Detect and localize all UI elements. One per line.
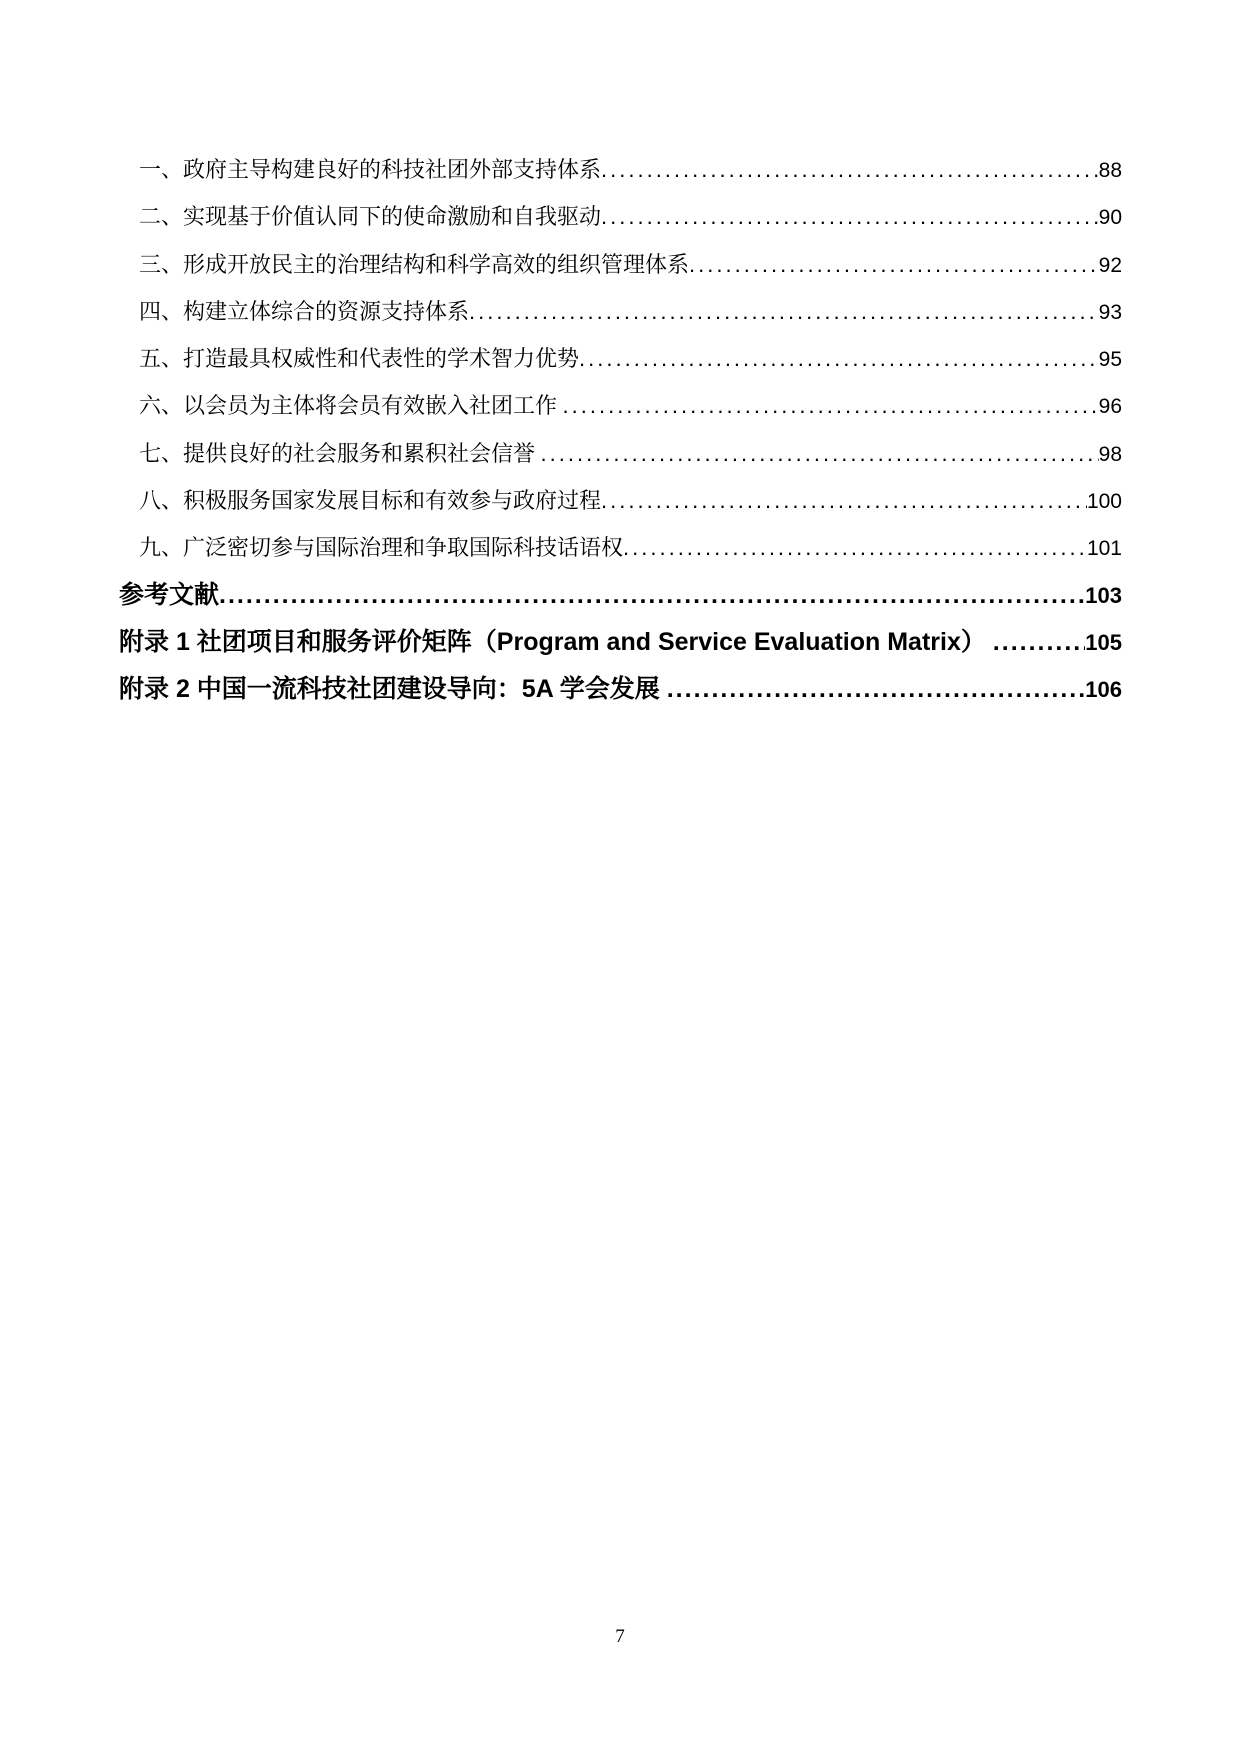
- page-number-ref: 105: [1085, 629, 1122, 655]
- toc-entry-label: 五、打造最具权威性和代表性的学术智力优势: [139, 346, 580, 372]
- toc-entry[interactable]: [119, 288, 1122, 335]
- toc-entry-references[interactable]: [119, 572, 1122, 619]
- page-number-ref: 106: [1085, 677, 1122, 703]
- toc-entry[interactable]: [119, 241, 1122, 288]
- toc-entry[interactable]: [119, 382, 1122, 429]
- dot-leader: [601, 204, 1099, 230]
- page-number-ref: 92: [1098, 253, 1122, 277]
- page-number-ref: 98: [1098, 442, 1122, 466]
- toc-entry-label: 九、广泛密切参与国际治理和争取国际科技话语权: [139, 535, 624, 561]
- table-of-contents: [119, 146, 1122, 714]
- dot-leader: [667, 675, 1086, 704]
- toc-entry-label: 七、提供良好的社会服务和累积社会信誉: [139, 440, 541, 466]
- toc-entry-label: 六、以会员为主体将会员有效嵌入社团工作: [139, 393, 563, 419]
- dot-leader: [623, 535, 1087, 561]
- toc-entry[interactable]: [119, 146, 1122, 193]
- dot-leader: [469, 299, 1099, 325]
- toc-entry-label: 附录 2 中国一流科技社团建设导向：5A 学会发展: [119, 675, 667, 704]
- page-number-ref: 95: [1098, 348, 1122, 372]
- toc-entry-label: 一、政府主导构建良好的科技社团外部支持体系: [139, 157, 602, 182]
- toc-entry-label: 八、积极服务国家发展目标和有效参与政府过程: [139, 488, 602, 514]
- page-number-ref: 88: [1098, 159, 1122, 182]
- toc-entry[interactable]: [119, 430, 1122, 477]
- dot-leader: [689, 252, 1099, 278]
- toc-entry-label: 附录 1 社团项目和服务评价矩阵（Program and Service Evaluation Matrix）: [119, 627, 993, 656]
- dot-leader: [219, 581, 1085, 610]
- toc-entry-label: 参考文献: [119, 580, 220, 609]
- toc-entry[interactable]: [119, 524, 1122, 571]
- toc-entry-appendix-2[interactable]: [119, 666, 1122, 713]
- toc-entry[interactable]: [119, 193, 1122, 240]
- toc-entry-label: 三、形成开放民主的治理结构和科学高效的组织管理体系: [139, 251, 690, 277]
- page-number-ref: 101: [1086, 537, 1122, 561]
- page-number-ref: 100: [1086, 490, 1122, 514]
- toc-entry[interactable]: [119, 477, 1122, 524]
- dot-leader: [993, 628, 1085, 657]
- footer-page-number: 7: [615, 1626, 625, 1647]
- dot-leader: [601, 488, 1087, 514]
- page-number-ref: 103: [1085, 582, 1122, 608]
- dot-leader: [563, 393, 1099, 419]
- dot-leader: [601, 157, 1099, 183]
- page-number-ref: 96: [1098, 395, 1122, 419]
- toc-entry[interactable]: [119, 335, 1122, 382]
- dot-leader: [579, 346, 1099, 372]
- toc-entry-appendix-1[interactable]: [119, 619, 1122, 666]
- page-number-ref: 90: [1098, 206, 1122, 230]
- toc-entry-label: 二、实现基于价值认同下的使命激励和自我驱动: [139, 204, 602, 230]
- page-number-ref: 93: [1098, 300, 1122, 324]
- dot-leader: [541, 441, 1099, 467]
- toc-entry-label: 四、构建立体综合的资源支持体系: [139, 298, 470, 324]
